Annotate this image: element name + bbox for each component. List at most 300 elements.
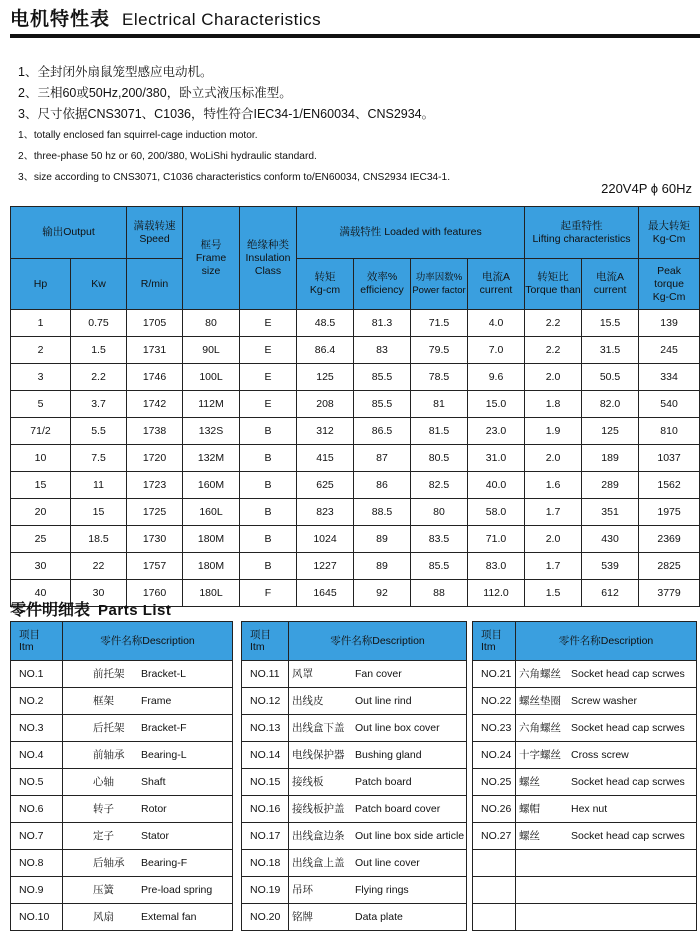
cell-torque: 208 (297, 391, 354, 418)
cell-peak-torque: 1975 (639, 499, 700, 526)
cell-current: 71.0 (468, 526, 525, 553)
part-name-en: Bracket-L (141, 668, 186, 680)
cell-torque: 625 (297, 472, 354, 499)
part-number: NO.24 (473, 742, 516, 769)
part-name (516, 796, 697, 823)
header-lifting: 起重特性 Lifting characteristics (525, 207, 639, 259)
cell-hp: 30 (11, 553, 71, 580)
title-cn: 电机特性表 (10, 9, 111, 30)
part-name (516, 877, 697, 904)
parts-row (473, 715, 697, 742)
cell-power-factor: 71.5 (411, 310, 468, 337)
note-line: 1、totally enclosed fan squirrel-cage induction motor. (18, 130, 258, 141)
cell-frame: 180M (183, 553, 240, 580)
part-name (289, 823, 467, 850)
parts-row (473, 742, 697, 769)
cell-current: 40.0 (468, 472, 525, 499)
cell-efficiency: 86.5 (354, 418, 411, 445)
spec-row (11, 445, 700, 472)
header-kw: Kw (71, 259, 127, 310)
part-number: NO.7 (11, 823, 63, 850)
parts-title-en: Parts List (98, 602, 172, 619)
cell-current: 7.0 (468, 337, 525, 364)
cell-peak-torque: 1037 (639, 445, 700, 472)
cell-power-factor: 81.5 (411, 418, 468, 445)
cell-speed: 1731 (127, 337, 183, 364)
parts-row (11, 742, 233, 769)
part-name-cn: 前轴承 (93, 749, 125, 761)
cell-torque: 1024 (297, 526, 354, 553)
part-name-en: Socket head cap scrwes (571, 668, 685, 680)
cell-frame: 100L (183, 364, 240, 391)
cell-torque: 312 (297, 418, 354, 445)
part-name-cn: 吊环 (292, 884, 313, 896)
cell-peak-torque: 139 (639, 310, 700, 337)
part-name (516, 850, 697, 877)
cell-torque-ratio: 2.0 (525, 445, 582, 472)
cell-hp: 2 (11, 337, 71, 364)
cell-insulation: B (240, 526, 297, 553)
cell-current: 112.0 (468, 580, 525, 607)
spec-row (11, 526, 700, 553)
cell-peak-torque: 3779 (639, 580, 700, 607)
part-name-en: Bracket-F (141, 722, 187, 734)
header-lift-current: 电流A current (582, 259, 639, 310)
part-name-en: Shaft (141, 776, 166, 788)
cell-speed: 1742 (127, 391, 183, 418)
part-number: NO.15 (242, 769, 289, 796)
parts-row (473, 877, 697, 904)
cell-current: 83.0 (468, 553, 525, 580)
part-name-cn: 后轴承 (93, 857, 125, 869)
part-name-cn: 出线盒上盖 (292, 857, 345, 869)
header-efficiency: 效率% efficiency (354, 259, 411, 310)
part-number: NO.17 (242, 823, 289, 850)
part-name-en: Frame (141, 695, 172, 707)
part-name-cn: 框架 (93, 695, 114, 707)
cell-lift-current: 125 (582, 418, 639, 445)
spec-row (11, 418, 700, 445)
notes (18, 62, 698, 188)
cell-efficiency: 83 (354, 337, 411, 364)
cell-current: 31.0 (468, 445, 525, 472)
part-name-cn: 心轴 (93, 776, 114, 788)
cell-peak-torque: 245 (639, 337, 700, 364)
cell-torque-ratio: 1.6 (525, 472, 582, 499)
part-name-cn: 接线板护盖 (292, 803, 345, 815)
cell-torque: 415 (297, 445, 354, 472)
cell-power-factor: 80 (411, 499, 468, 526)
part-name-en: Hex nut (571, 803, 608, 815)
part-number (473, 877, 516, 904)
part-name-cn: 接线板 (292, 776, 324, 788)
parts-row (11, 877, 233, 904)
cell-current: 58.0 (468, 499, 525, 526)
part-number: NO.26 (473, 796, 516, 823)
part-name-cn: 风扇 (93, 911, 114, 923)
part-number: NO.2 (11, 688, 63, 715)
cell-lift-current: 50.5 (582, 364, 639, 391)
cell-insulation: E (240, 364, 297, 391)
part-name (289, 850, 467, 877)
cell-frame: 132M (183, 445, 240, 472)
header-power-factor: 功率因数% Power factor (411, 259, 468, 310)
cell-efficiency: 87 (354, 445, 411, 472)
part-number: NO.21 (473, 661, 516, 688)
header-output: 输出Output (11, 207, 127, 259)
part-name (516, 823, 697, 850)
note-line: 2、三相60或50Hz,200/380，卧立式液压标准型。 (18, 86, 292, 100)
header-current: 电流A current (468, 259, 525, 310)
cell-insulation: B (240, 553, 297, 580)
part-name-en: Screw washer (571, 695, 637, 707)
part-number: NO.4 (11, 742, 63, 769)
parts-row (11, 715, 233, 742)
parts-row (11, 823, 233, 850)
header-insulation: 绝缘种类 Insulation Class (240, 207, 297, 310)
cell-torque-ratio: 1.9 (525, 418, 582, 445)
part-name (289, 742, 467, 769)
part-name-en: Extemal fan (141, 911, 197, 923)
cell-current: 15.0 (468, 391, 525, 418)
cell-insulation: E (240, 391, 297, 418)
part-name-cn: 出线盒边条 (292, 830, 345, 842)
parts-row (473, 904, 697, 931)
part-number: NO.18 (242, 850, 289, 877)
cell-efficiency: 81.3 (354, 310, 411, 337)
cell-torque-ratio: 2.2 (525, 337, 582, 364)
parts-row (473, 850, 697, 877)
cell-kw: 1.5 (71, 337, 127, 364)
cell-insulation: B (240, 418, 297, 445)
cell-hp: 3 (11, 364, 71, 391)
part-number: NO.13 (242, 715, 289, 742)
part-name-cn: 后托架 (93, 722, 125, 734)
part-name (516, 769, 697, 796)
cell-hp: 20 (11, 499, 71, 526)
cell-torque: 86.4 (297, 337, 354, 364)
part-name (63, 904, 233, 931)
part-name-en: Out line rind (355, 695, 412, 707)
part-name-en: Bearing-F (141, 857, 188, 869)
part-name (289, 715, 467, 742)
cell-power-factor: 79.5 (411, 337, 468, 364)
part-number (473, 904, 516, 931)
cell-peak-torque: 2825 (639, 553, 700, 580)
part-name-cn: 电线保护器 (292, 749, 345, 761)
cell-kw: 30 (71, 580, 127, 607)
part-name-en: Socket head cap scrwes (571, 722, 685, 734)
cell-kw: 15 (71, 499, 127, 526)
part-number: NO.10 (11, 904, 63, 931)
spec-row (11, 337, 700, 364)
part-name-cn: 出线皮 (292, 695, 324, 707)
cell-torque-ratio: 1.5 (525, 580, 582, 607)
cell-kw: 2.2 (71, 364, 127, 391)
cell-speed: 1757 (127, 553, 183, 580)
cell-torque: 125 (297, 364, 354, 391)
parts-row (11, 850, 233, 877)
part-name (63, 877, 233, 904)
part-name-cn: 前托架 (93, 668, 125, 680)
spec-row (11, 472, 700, 499)
part-name (516, 715, 697, 742)
header-torque: 转矩 Kg-cm (297, 259, 354, 310)
cell-current: 9.6 (468, 364, 525, 391)
part-name-cn: 压簧 (93, 884, 114, 896)
parts-row (242, 769, 467, 796)
cell-efficiency: 89 (354, 526, 411, 553)
cell-peak-torque: 2369 (639, 526, 700, 553)
spec-row (11, 310, 700, 337)
part-name (289, 661, 467, 688)
part-name (516, 904, 697, 931)
cell-hp: 15 (11, 472, 71, 499)
cell-lift-current: 31.5 (582, 337, 639, 364)
cell-torque: 48.5 (297, 310, 354, 337)
part-name-en: Cross screw (571, 749, 629, 761)
cell-speed: 1760 (127, 580, 183, 607)
cell-frame: 90L (183, 337, 240, 364)
header-torque-ratio: 转矩比 Torque than (525, 259, 582, 310)
part-name (63, 823, 233, 850)
part-number: NO.12 (242, 688, 289, 715)
spec-row (11, 364, 700, 391)
cell-hp: 25 (11, 526, 71, 553)
cell-lift-current: 15.5 (582, 310, 639, 337)
part-name (516, 661, 697, 688)
parts-row (242, 877, 467, 904)
part-number: NO.11 (242, 661, 289, 688)
part-name-en: Bushing gland (355, 749, 422, 761)
part-name-cn: 十字螺丝 (519, 749, 561, 761)
spec-table (10, 206, 700, 607)
unit-label: 220V4P ϕ 60Hz (601, 181, 692, 196)
cell-peak-torque: 810 (639, 418, 700, 445)
cell-torque-ratio: 2.0 (525, 526, 582, 553)
cell-peak-torque: 540 (639, 391, 700, 418)
part-name-en: Pre-load spring (141, 884, 213, 896)
cell-power-factor: 83.5 (411, 526, 468, 553)
part-name (63, 796, 233, 823)
parts-row (11, 769, 233, 796)
part-number: NO.16 (242, 796, 289, 823)
part-name-cn: 螺帽 (519, 803, 540, 815)
cell-kw: 18.5 (71, 526, 127, 553)
part-name-cn: 六角螺丝 (519, 722, 561, 734)
cell-speed: 1730 (127, 526, 183, 553)
cell-insulation: F (240, 580, 297, 607)
part-name-en: Out line box cover (355, 722, 440, 734)
part-number: NO.14 (242, 742, 289, 769)
part-name (63, 850, 233, 877)
cell-lift-current: 351 (582, 499, 639, 526)
cell-frame: 132S (183, 418, 240, 445)
cell-insulation: B (240, 445, 297, 472)
parts-row (242, 742, 467, 769)
cell-kw: 0.75 (71, 310, 127, 337)
part-number: NO.22 (473, 688, 516, 715)
part-number: NO.27 (473, 823, 516, 850)
part-name (63, 742, 233, 769)
parts-title (10, 597, 171, 620)
parts-row (11, 904, 233, 931)
cell-power-factor: 82.5 (411, 472, 468, 499)
header-peak: 最大转矩 Kg-Cm (639, 207, 700, 259)
cell-frame: 160M (183, 472, 240, 499)
cell-power-factor: 78.5 (411, 364, 468, 391)
cell-hp: 71/2 (11, 418, 71, 445)
part-name (289, 877, 467, 904)
part-name-en: Patch board cover (355, 803, 441, 815)
part-name-en: Stator (141, 830, 170, 842)
header-item: 项目 Itm (473, 622, 516, 661)
cell-hp: 10 (11, 445, 71, 472)
cell-power-factor: 88 (411, 580, 468, 607)
parts-title-cn: 零件明细表 (10, 602, 91, 619)
cell-kw: 3.7 (71, 391, 127, 418)
part-name (516, 688, 697, 715)
header-description: 零件名称Description (516, 622, 697, 661)
parts-row (242, 850, 467, 877)
cell-efficiency: 92 (354, 580, 411, 607)
header-item: 项目 Itm (11, 622, 63, 661)
cell-frame: 80 (183, 310, 240, 337)
cell-torque: 823 (297, 499, 354, 526)
part-name-cn: 定子 (93, 830, 114, 842)
cell-efficiency: 88.5 (354, 499, 411, 526)
page-title (10, 4, 321, 32)
part-number: NO.5 (11, 769, 63, 796)
cell-insulation: B (240, 499, 297, 526)
part-name-en: Flying rings (355, 884, 409, 896)
cell-hp: 5 (11, 391, 71, 418)
cell-torque-ratio: 2.0 (525, 364, 582, 391)
cell-insulation: E (240, 310, 297, 337)
header-speed: 满载转速 Speed (127, 207, 183, 259)
header-item: 项目 Itm (242, 622, 289, 661)
part-number: NO.20 (242, 904, 289, 931)
part-number: NO.8 (11, 850, 63, 877)
note-line: 3、尺寸依据CNS3071、C1036，特性符合IEC34-1/EN60034、CNS2934。 (18, 107, 435, 121)
header-loaded: 满载特性 Loaded with features (297, 207, 525, 259)
cell-torque: 1227 (297, 553, 354, 580)
part-number: NO.19 (242, 877, 289, 904)
cell-power-factor: 80.5 (411, 445, 468, 472)
part-name-cn: 螺丝垫圈 (519, 695, 561, 707)
part-name-en: Data plate (355, 911, 403, 923)
parts-table-3 (472, 621, 697, 931)
parts-row (473, 661, 697, 688)
cell-efficiency: 85.5 (354, 364, 411, 391)
parts-row (242, 688, 467, 715)
note-line: 2、three-phase 50 hz or 60, 200/380, WoLiShi hydraulic standard. (18, 151, 317, 162)
part-name-cn: 螺丝 (519, 830, 540, 842)
parts-row (11, 796, 233, 823)
spec-row (11, 499, 700, 526)
parts-row (242, 823, 467, 850)
cell-insulation: B (240, 472, 297, 499)
cell-lift-current: 430 (582, 526, 639, 553)
parts-row (11, 661, 233, 688)
part-name-en: Rotor (141, 803, 167, 815)
part-name (63, 688, 233, 715)
cell-power-factor: 85.5 (411, 553, 468, 580)
part-number: NO.23 (473, 715, 516, 742)
cell-kw: 7.5 (71, 445, 127, 472)
spec-body (11, 310, 700, 607)
cell-insulation: E (240, 337, 297, 364)
cell-kw: 11 (71, 472, 127, 499)
spec-row (11, 391, 700, 418)
cell-frame: 180M (183, 526, 240, 553)
cell-speed: 1720 (127, 445, 183, 472)
cell-current: 4.0 (468, 310, 525, 337)
header-frame: 框号 Frame size (183, 207, 240, 310)
cell-torque-ratio: 1.7 (525, 499, 582, 526)
parts-row (242, 715, 467, 742)
part-name (63, 715, 233, 742)
parts-row (473, 688, 697, 715)
cell-peak-torque: 1562 (639, 472, 700, 499)
cell-lift-current: 189 (582, 445, 639, 472)
cell-frame: 160L (183, 499, 240, 526)
title-rule (10, 34, 700, 38)
part-name-cn: 风罩 (292, 668, 313, 680)
cell-lift-current: 82.0 (582, 391, 639, 418)
part-name-cn: 转子 (93, 803, 114, 815)
cell-speed: 1738 (127, 418, 183, 445)
cell-torque: 1645 (297, 580, 354, 607)
cell-current: 23.0 (468, 418, 525, 445)
title-en: Electrical Characteristics (122, 10, 322, 29)
part-name (289, 904, 467, 931)
part-number (473, 850, 516, 877)
header-rmin: R/min (127, 259, 183, 310)
part-name-cn: 出线盒下盖 (292, 722, 345, 734)
cell-kw: 5.5 (71, 418, 127, 445)
cell-efficiency: 89 (354, 553, 411, 580)
part-name-en: Socket head cap scrwes (571, 830, 685, 842)
part-name (289, 796, 467, 823)
cell-torque-ratio: 2.2 (525, 310, 582, 337)
parts-row (242, 796, 467, 823)
cell-hp: 40 (11, 580, 71, 607)
cell-speed: 1705 (127, 310, 183, 337)
part-name-en: Out line cover (355, 857, 420, 869)
cell-speed: 1723 (127, 472, 183, 499)
note-line: 1、全封闭外扇鼠笼型感应电动机。 (18, 65, 213, 79)
parts-row (242, 904, 467, 931)
cell-frame: 180L (183, 580, 240, 607)
part-name-en: Fan cover (355, 668, 402, 680)
cell-hp: 1 (11, 310, 71, 337)
part-name-en: Patch board (355, 776, 412, 788)
parts-row (11, 688, 233, 715)
part-number: NO.6 (11, 796, 63, 823)
part-name-en: Socket head cap scrwes (571, 776, 685, 788)
part-name-cn: 螺丝 (519, 776, 540, 788)
part-number: NO.9 (11, 877, 63, 904)
parts-row (473, 769, 697, 796)
part-name (63, 769, 233, 796)
cell-efficiency: 85.5 (354, 391, 411, 418)
cell-torque-ratio: 1.7 (525, 553, 582, 580)
part-name-cn: 铭牌 (292, 911, 313, 923)
parts-row (473, 823, 697, 850)
cell-peak-torque: 334 (639, 364, 700, 391)
header-hp: Hp (11, 259, 71, 310)
